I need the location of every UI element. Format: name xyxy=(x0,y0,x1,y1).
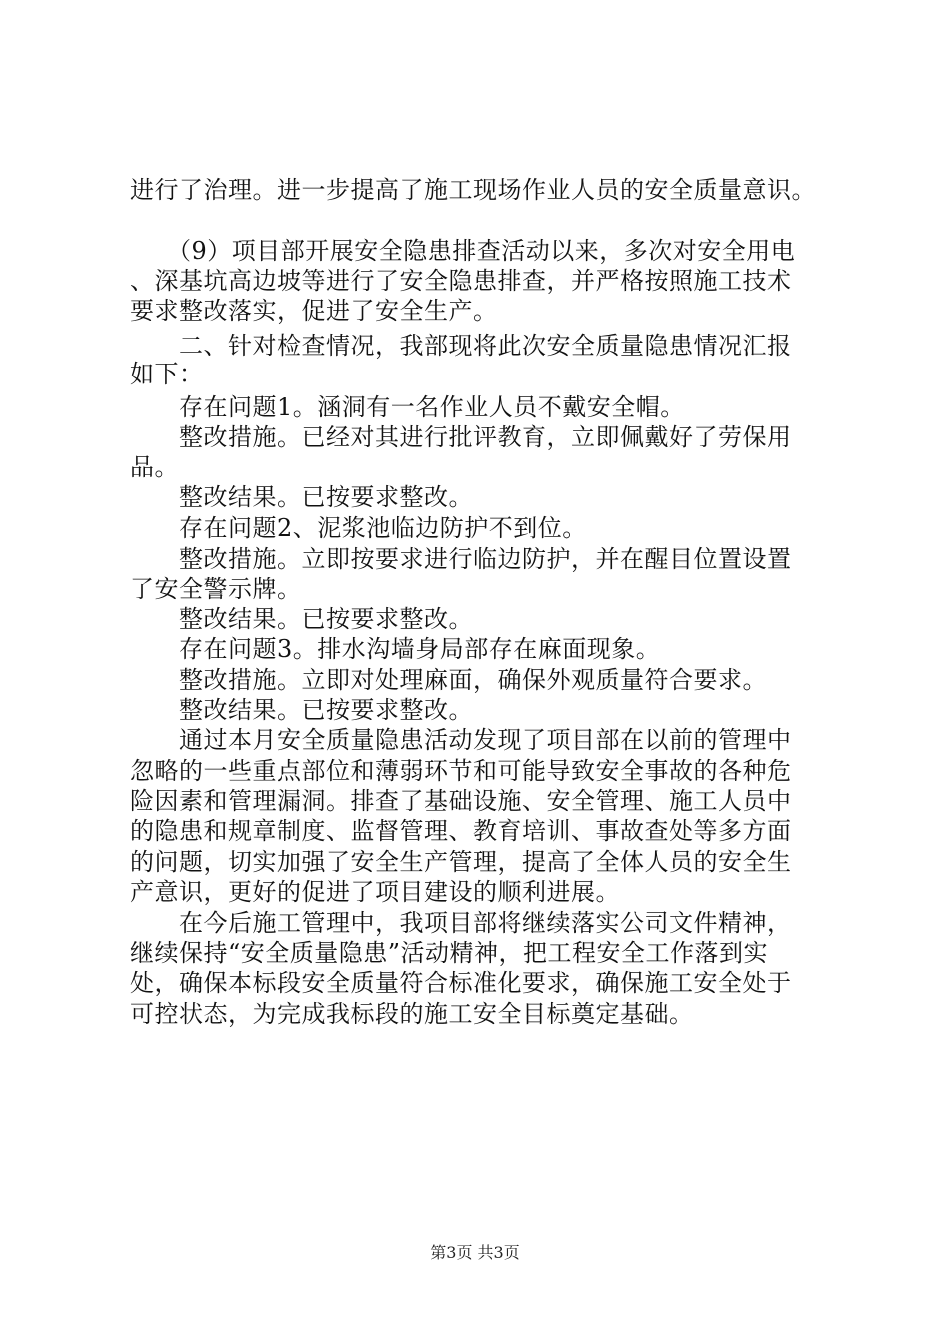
body-line: 整改措施。立即按要求进行临边防护，并在醒目位置设置 xyxy=(130,545,792,573)
body-line: 整改结果。已按要求整改。 xyxy=(130,483,473,511)
body-line: 存在问题2、泥浆池临边防护不到位。 xyxy=(130,514,587,542)
body-line: 整改措施。立即对处理麻面，确保外观质量符合要求。 xyxy=(130,666,767,694)
body-line: 险因素和管理漏洞。排查了基础设施、安全管理、施工人员中 xyxy=(130,787,792,815)
body-line: 处，确保本标段安全质量符合标准化要求，确保施工安全处于 xyxy=(130,969,792,997)
body-line: 整改措施。已经对其进行批评教育，立即佩戴好了劳保用 xyxy=(130,423,792,451)
body-line: 整改结果。已按要求整改。 xyxy=(130,696,473,724)
body-line: 存在问题1。涵洞有一名作业人员不戴安全帽。 xyxy=(130,393,685,421)
body-line: 、深基坑高边坡等进行了安全隐患排查，并严格按照施工技术 xyxy=(130,267,792,295)
body-line: 品。 xyxy=(130,453,179,481)
page-number-footer: 第3页 共3页 xyxy=(430,1243,520,1262)
body-line: 如下： xyxy=(130,360,204,388)
body-line: 继续保持“安全质量隐患”活动精神，把工程安全工作落到实 xyxy=(130,939,769,967)
body-line: 存在问题3。排水沟墙身局部存在麻面现象。 xyxy=(130,635,661,663)
body-line: 了安全警示牌。 xyxy=(130,575,302,603)
body-line: 产意识，更好的促进了项目建设的顺利进展。 xyxy=(130,878,620,906)
body-line: 可控状态，为完成我标段的施工安全目标奠定基础。 xyxy=(130,1000,694,1028)
body-line: 整改结果。已按要求整改。 xyxy=(130,605,473,633)
body-line: 进行了治理。进一步提高了施工现场作业人员的安全质量意识。 xyxy=(130,176,816,204)
body-line: 忽略的一些重点部位和薄弱环节和可能导致安全事故的各种危 xyxy=(130,757,792,785)
body-line: 在今后施工管理中，我项目部将继续落实公司文件精神， xyxy=(130,909,792,937)
body-line: 要求整改落实，促进了安全生产。 xyxy=(130,297,498,325)
body-line: 的隐患和规章制度、监督管理、教育培训、事故查处等多方面 xyxy=(130,817,792,845)
body-line: 通过本月安全质量隐患活动发现了项目部在以前的管理中 xyxy=(130,726,792,754)
body-line: 二、针对检查情况，我部现将此次安全质量隐患情况汇报 xyxy=(130,332,792,360)
body-line: 的问题，切实加强了安全生产管理，提高了全体人员的安全生 xyxy=(130,848,792,876)
body-line: （9）项目部开展安全隐患排查活动以来，多次对安全用电 xyxy=(130,237,796,265)
